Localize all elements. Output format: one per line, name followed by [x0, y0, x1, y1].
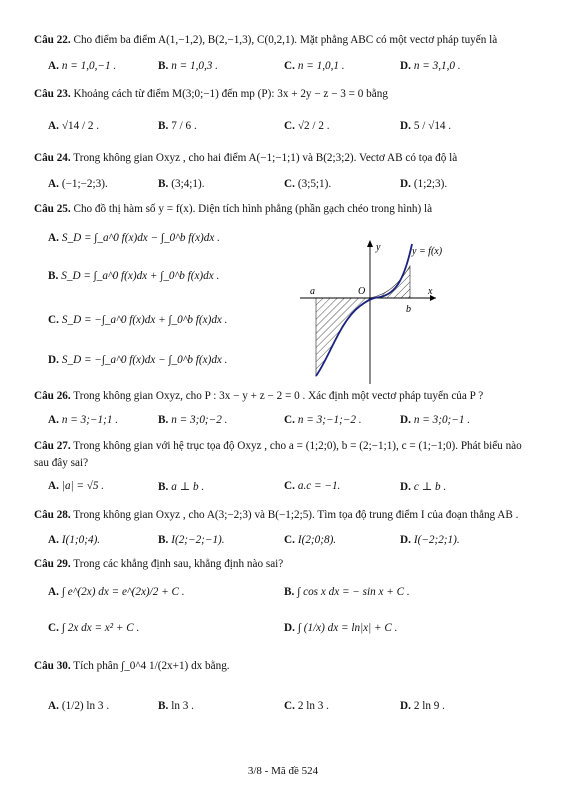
question-number: Câu 22. [34, 34, 71, 46]
question-number: Câu 24. [34, 152, 71, 164]
question-28 [34, 509, 518, 521]
question-text: Khoảng cách từ điểm M(3;0;−1) đến mp (P): 3x + 2y − z − 3 = 0 bằng [73, 88, 388, 100]
function-graph [300, 236, 460, 386]
question-27-continued [34, 457, 88, 469]
question-text: Cho điểm ba điểm A(1,−1,2), B(2,−1,3), C(0,2,1). Mặt phẳng ABC có một vectơ pháp tuyến là [73, 34, 498, 46]
question-30 [34, 660, 230, 672]
option-c[interactable]: C. √2 / 2 . [284, 120, 330, 132]
option-d[interactable]: D. 2 ln 9 . [400, 700, 445, 712]
option-a[interactable]: A. n = 1,0,−1 . [48, 60, 117, 72]
question-number: Câu 23. [34, 88, 71, 100]
option-b[interactable]: B. I(2;−2;−1). [158, 534, 225, 546]
option-b[interactable]: B. n = 3;0;−2 . [158, 414, 228, 426]
question-26 [34, 390, 483, 402]
option-b[interactable]: B. n = 1,0,3 . [158, 60, 218, 72]
question-text: Trong các khẳng định sau, khẳng định nào sai? [73, 558, 284, 570]
option-b[interactable]: B. (3;4;1). [158, 178, 205, 190]
y-axis-label: y [376, 242, 381, 253]
option-d[interactable]: D. S_D = −∫_a^0 f(x)dx − ∫_0^b f(x)dx . [48, 354, 228, 366]
option-b[interactable]: B. ln 3 . [158, 700, 194, 712]
option-a[interactable]: A. ∫ e^(2x) dx = e^(2x)/2 + C . [48, 586, 185, 598]
question-text: Trong không gian Oxyz , cho hai điểm A(−1;−1;1) và B(2;3;2). Vectơ AB có tọa độ là [73, 152, 458, 164]
a-label: a [310, 286, 315, 297]
option-c[interactable]: C. n = 1,0,1 . [284, 60, 345, 72]
option-a[interactable]: A. (−1;−2;3). [48, 178, 108, 190]
question-number: Câu 30. [34, 660, 71, 672]
b-label: b [406, 304, 411, 315]
option-c[interactable]: C. S_D = −∫_a^0 f(x)dx + ∫_0^b f(x)dx . [48, 314, 228, 326]
question-22 [34, 34, 497, 46]
option-d[interactable]: D. 5 / √14 . [400, 120, 452, 132]
question-23 [34, 88, 388, 100]
question-number: Câu 26. [34, 390, 71, 402]
question-text: Cho đồ thị hàm số y = f(x). Diện tích hình phẳng (phần gạch chéo trong hình) là [73, 203, 433, 215]
question-25 [34, 203, 432, 215]
question-24 [34, 152, 457, 164]
option-c[interactable]: C. a.c = −1. [284, 480, 341, 492]
option-d[interactable]: D. n = 3;0;−1 . [400, 414, 471, 426]
option-c[interactable]: C. I(2;0;8). [284, 534, 337, 546]
option-d[interactable]: D. c ⊥ b . [400, 481, 447, 493]
option-b[interactable]: B. ∫ cos x dx = − sin x + C . [284, 586, 410, 598]
x-axis-label: x [428, 286, 433, 297]
curve-label: y = f(x) [412, 246, 443, 257]
option-c[interactable]: C. ∫ 2x dx = x² + C . [48, 622, 140, 634]
option-c[interactable]: C. 2 ln 3 . [284, 700, 329, 712]
question-number: Câu 27. [34, 440, 71, 452]
option-a[interactable]: A. I(1;0;4). [48, 534, 101, 546]
option-a[interactable]: A. √14 / 2 . [48, 120, 100, 132]
hatched-region-left [316, 298, 370, 376]
y-axis-arrow [367, 240, 373, 247]
question-27 [34, 440, 522, 452]
option-b[interactable]: B. 7 / 6 . [158, 120, 197, 132]
option-c[interactable]: C. (3;5;1). [284, 178, 332, 190]
question-text: Tích phân ∫_0^4 1/(2x+1) dx bằng. [73, 660, 230, 672]
option-d[interactable]: D. I(−2;2;1). [400, 534, 460, 546]
question-29 [34, 558, 283, 570]
option-a[interactable]: A. n = 3;−1;1 . [48, 414, 119, 426]
question-text: Trong không gian Oxyz, cho P : 3x − y + z − 2 = 0 . Xác định một vectơ pháp tuyến của P ? [73, 390, 484, 402]
question-text: Trong không gian Oxyz , cho A(3;−2;3) và B(−1;2;5). Tìm tọa độ trung điểm I của đoạn thẳng AB . [73, 509, 519, 521]
origin-label: O [358, 286, 366, 297]
option-a[interactable]: A. (1/2) ln 3 . [48, 700, 110, 712]
option-d[interactable]: D. (1;2;3). [400, 178, 448, 190]
option-c[interactable]: C. n = 3;−1;−2 . [284, 414, 362, 426]
question-text: Trong không gian với hệ trục tọa độ Oxyz , cho a = (1;2;0), b = (2;−1;1), c = (1;−1;0). Phát biểu nào [73, 440, 522, 452]
option-a[interactable]: A. |a| = √5 . [48, 480, 105, 492]
option-a[interactable]: A. S_D = ∫_a^0 f(x)dx − ∫_0^b f(x)dx . [48, 232, 220, 244]
option-b[interactable]: B. S_D = ∫_a^0 f(x)dx + ∫_0^b f(x)dx . [48, 270, 220, 282]
page-footer: 3/8 - Mã đề 524 [247, 765, 319, 777]
option-d[interactable]: D. n = 3,1,0 . [400, 60, 461, 72]
question-text: sau đây sai? [34, 457, 89, 469]
option-b[interactable]: B. a ⊥ b . [158, 481, 205, 493]
question-number: Câu 25. [34, 203, 71, 215]
question-number: Câu 29. [34, 558, 71, 570]
question-number: Câu 28. [34, 509, 71, 521]
option-d[interactable]: D. ∫ (1/x) dx = ln|x| + C . [284, 622, 398, 634]
